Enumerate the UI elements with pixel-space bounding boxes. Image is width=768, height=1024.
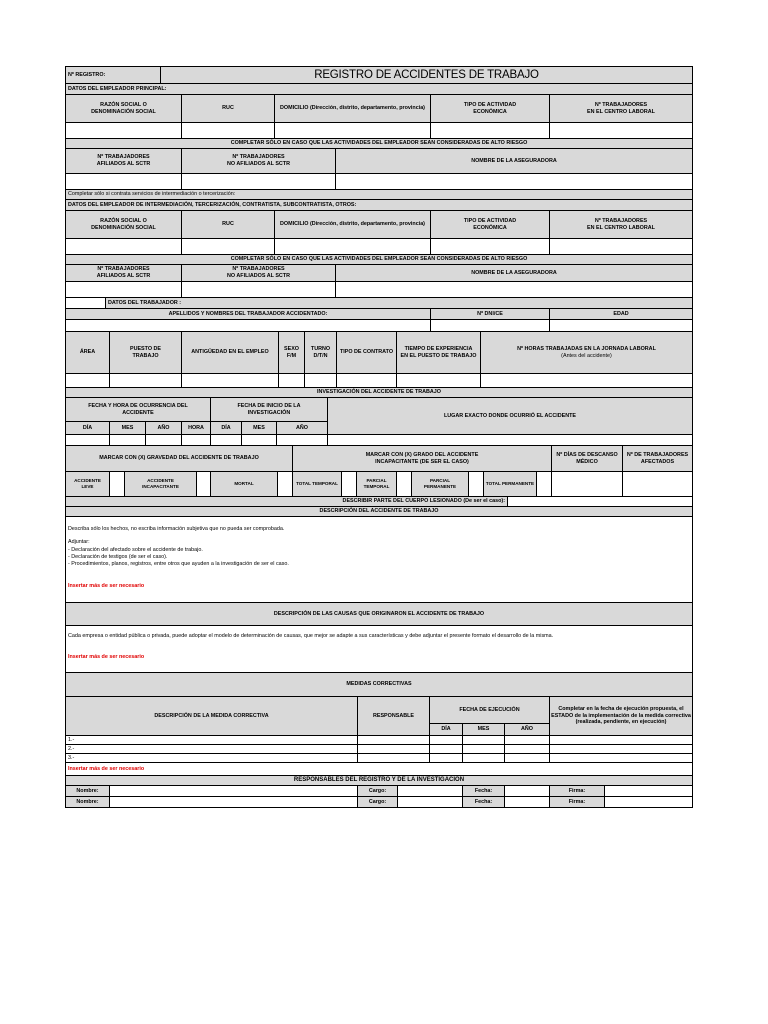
edad-field[interactable] xyxy=(550,320,692,331)
descripcion-section-title: DESCRIPCIÓN DEL ACCIDENTE DE TRABAJO xyxy=(66,507,692,516)
medida-row xyxy=(65,754,693,763)
medida-1-dia[interactable] xyxy=(430,736,463,744)
total-permanente-label: TOTAL PERMANENTE xyxy=(484,472,537,496)
ocurrencia-anio-header: AÑO xyxy=(146,422,182,434)
puesto-header: PUESTO DE TRABAJO xyxy=(110,332,182,373)
descripcion-item: - Procedimientos, planos, registros, entre otros que ayuden a la investigación de ser el caso. xyxy=(68,561,289,568)
gravedad-header-row xyxy=(65,446,693,472)
ocurrencia-anio-field[interactable] xyxy=(146,435,182,445)
causas-section-title: DESCRIPCIÓN DE LAS CAUSAS QUE ORIGINARON EL ACCIDENTE DE TRABAJO xyxy=(66,603,692,625)
intermediacion-aseguradora-header: NOMBRE DE LA ASEGURADORA xyxy=(336,265,692,281)
medida-3-dia[interactable] xyxy=(430,754,463,762)
inicio-mes-header: MES xyxy=(242,422,277,434)
medida-1-estado[interactable] xyxy=(550,736,692,744)
responsable-2-fecha-field[interactable] xyxy=(505,797,550,807)
sexo-field[interactable] xyxy=(279,374,305,387)
page-title: REGISTRO DE ACCIDENTES DE TRABAJO xyxy=(161,67,692,83)
experiencia-header: TIEMPO DE EXPERIENCIA EN EL PUESTO DE TRABAJO xyxy=(397,332,481,373)
intermediacion-trabajadores-header: Nº TRABAJADORES EN EL CENTRO LABORAL xyxy=(550,211,692,238)
empleador-sctr-header-row xyxy=(65,149,693,174)
empleador-trabajadores-header: Nº TRABAJADORES EN EL CENTRO LABORAL xyxy=(550,95,692,122)
inicio-dia-field[interactable] xyxy=(211,435,242,445)
area-header: ÁREA xyxy=(66,332,110,373)
descripcion-item: - Declaración del afectado sobre el accidente de trabajo. xyxy=(68,546,203,553)
responsables-section-title: RESPONSABLES DEL REGISTRO Y DE LA INVESTIGACIÓN xyxy=(66,776,692,785)
trabajador-details-header-row xyxy=(65,332,693,374)
fecha-lugar-input-row xyxy=(65,435,693,446)
medida-1-anio[interactable] xyxy=(505,736,550,744)
incapacitante-checkbox[interactable] xyxy=(197,472,211,496)
empleador-actividad-field[interactable] xyxy=(431,123,550,138)
inicio-dia-header: DÍA xyxy=(211,422,242,434)
apellidos-header: APELLIDOS Y NOMBRES DEL TRABAJADOR ACCIDENTADO: xyxy=(66,309,431,319)
responsable-1-firma-label: Firma: xyxy=(550,786,605,796)
empleador-actividad-header: TIPO DE ACTIVIDAD ECONÓMICA xyxy=(431,95,550,122)
descripcion-adjuntar: Adjuntar: xyxy=(68,539,90,546)
total-permanente-checkbox[interactable] xyxy=(537,472,552,496)
medida-2-dia[interactable] xyxy=(430,745,463,753)
horas-label: Nº HORAS TRABAJADAS EN LA JORNADA LABORAL xyxy=(517,345,656,352)
incapacitante-option-label: ACCIDENTE INCAPACITANTE xyxy=(125,472,197,496)
apellidos-field[interactable] xyxy=(66,320,431,331)
parcial-permanente-label: PARCIAL PERMANENTE xyxy=(412,472,469,496)
ocurrencia-mes-field[interactable] xyxy=(110,435,146,445)
responsable-row xyxy=(65,797,693,808)
area-field[interactable] xyxy=(66,374,110,387)
responsable-1-fecha-label: Fecha: xyxy=(463,786,505,796)
trabajador-section-spacer xyxy=(66,298,106,308)
fecha-inicio-header: FECHA DE INICIO DE LA INVESTIGACIÓN xyxy=(211,398,327,421)
medida-3-estado[interactable] xyxy=(550,754,692,762)
medida-estado-header: Completar en la fecha de ejecución propuesta, el ESTADO de la implementación de la medida correctiva (realizada, pendiente, en ejecución) xyxy=(550,697,692,735)
intermediacion-no-afiliados-field[interactable] xyxy=(182,282,336,297)
fecha-ocurrencia-header: FECHA Y HORA DE OCURRENCIA DEL ACCIDENTE xyxy=(66,398,211,421)
causas-body-row xyxy=(65,626,693,673)
intermediacion-razon-field[interactable] xyxy=(66,239,182,254)
empleador-no-afiliados-field[interactable] xyxy=(182,174,336,189)
leve-option-label: ACCIDENTE LEVE xyxy=(66,472,110,496)
medida-2-responsable[interactable] xyxy=(358,745,430,753)
sexo-header: SEXO F/M xyxy=(279,332,305,373)
medidas-header-block xyxy=(65,697,693,736)
responsable-1-nombre-field[interactable] xyxy=(110,786,358,796)
responsable-2-cargo-label: Cargo: xyxy=(358,797,398,807)
investigacion-section-title: INVESTIGACIÓN DEL ACCIDENTE DE TRABAJO xyxy=(66,388,692,397)
fecha-lugar-block xyxy=(65,398,693,435)
intermediacion-sctr-input-row xyxy=(65,282,693,298)
causas-textarea[interactable] xyxy=(66,626,692,672)
intermediacion-actividad-field[interactable] xyxy=(431,239,550,254)
medidas-insertar-note: Insertar más de ser necesario xyxy=(66,763,692,775)
ocurrencia-dia-field[interactable] xyxy=(66,435,110,445)
medida-responsable-header: RESPONSABLE xyxy=(358,697,430,735)
responsable-1-firma-field[interactable] xyxy=(605,786,692,796)
medida-dia-header: DÍA xyxy=(430,724,463,735)
parte-cuerpo-row xyxy=(65,497,693,507)
trabajador-section-title: DATOS DEL TRABAJADOR : xyxy=(106,298,692,308)
responsable-1-fecha-field[interactable] xyxy=(505,786,550,796)
empleador-header-row xyxy=(65,95,693,123)
empleador-ruc-field[interactable] xyxy=(182,123,275,138)
descripcion-item: - Declaración de testigos (de ser el caso). xyxy=(68,553,168,560)
antiguedad-field[interactable] xyxy=(182,374,279,387)
empleador-ruc-header: RUC xyxy=(182,95,275,122)
intermediacion-trabajadores-field[interactable] xyxy=(550,239,692,254)
medida-1-responsable[interactable] xyxy=(358,736,430,744)
contrato-field[interactable] xyxy=(337,374,397,387)
empleador-afiliados-field[interactable] xyxy=(66,174,182,189)
parcial-temporal-label: PARCIAL TEMPORAL xyxy=(357,472,397,496)
intermediacion-alto-riesgo-title: COMPLETAR SÓLO EN CASO QUE LAS ACTIVIDADES DEL EMPLEADOR SEAN CONSIDERADAS DE ALTO RIESGO xyxy=(66,255,692,264)
total-temporal-label: TOTAL TEMPORAL xyxy=(293,472,342,496)
causas-instruction: Cada empresa o entidad pública o privada, puede adoptar el modelo de determinación de causas, que mejor se adapte a sus características y debe adjuntar el presente formato el desarrollo de la misma. xyxy=(68,633,554,639)
ocurrencia-hora-header: HORA xyxy=(182,422,211,434)
contrato-header: TIPO DE CONTRATO xyxy=(337,332,397,373)
intermediacion-ruc-field[interactable] xyxy=(182,239,275,254)
responsable-1-cargo-label: Cargo: xyxy=(358,786,398,796)
horas-field[interactable] xyxy=(481,374,692,387)
responsable-1-nombre-label: Nombre: xyxy=(66,786,110,796)
responsable-2-nombre-field[interactable] xyxy=(110,797,358,807)
trabajador-details-input-row xyxy=(65,374,693,388)
afectados-field[interactable] xyxy=(623,472,692,496)
empleador-trabajadores-field[interactable] xyxy=(550,123,692,138)
intermediacion-section-title: DATOS DEL EMPLEADOR DE INTERMEDIACIÓN, TERCERIZACIÓN, CONTRATISTA, SUBCONTRATISTA, OTROS: xyxy=(66,200,692,210)
lugar-header: LUGAR EXACTO DONDE OCURRIÓ EL ACCIDENTE xyxy=(328,398,692,434)
horas-header xyxy=(481,332,692,373)
medida-2-anio[interactable] xyxy=(505,745,550,753)
puesto-field[interactable] xyxy=(110,374,182,387)
mortal-option-label: MORTAL xyxy=(211,472,278,496)
edad-header: EDAD xyxy=(550,309,692,319)
responsable-2-firma-field[interactable] xyxy=(605,797,692,807)
descripcion-body-row xyxy=(65,517,693,603)
responsable-1-cargo-field[interactable] xyxy=(398,786,463,796)
intermediacion-no-afiliados-header: Nº TRABAJADORES NO AFILIADOS AL SCTR xyxy=(182,265,336,281)
empleador-section-title: DATOS DEL EMPLEADOR PRINCIPAL: xyxy=(66,84,692,94)
trabajador-input-row xyxy=(65,320,693,332)
empleador-domicilio-field[interactable] xyxy=(275,123,431,138)
inicio-anio-header: AÑO xyxy=(277,422,327,434)
descripcion-instruction: Describa sólo los hechos, no escriba información subjetiva que no pueda ser comprobada. xyxy=(68,526,285,532)
header-row xyxy=(65,66,693,84)
intermediacion-afiliados-field[interactable] xyxy=(66,282,182,297)
medida-3-field[interactable]: 3.- xyxy=(66,754,358,762)
empleador-afiliados-header: Nº TRABAJADORES AFILIADOS AL SCTR xyxy=(66,149,182,173)
mortal-checkbox[interactable] xyxy=(278,472,293,496)
intermediacion-ruc-header: RUC xyxy=(182,211,275,238)
descripcion-insertar-note: Insertar más de ser necesario xyxy=(68,583,145,590)
intermediacion-actividad-header: TIPO DE ACTIVIDAD ECONÓMICA xyxy=(431,211,550,238)
responsable-2-nombre-label: Nombre: xyxy=(66,797,110,807)
intermediacion-aseguradora-field[interactable] xyxy=(336,282,692,297)
fecha-block xyxy=(66,398,328,434)
empleador-alto-riesgo-title: COMPLETAR SÓLO EN CASO QUE LAS ACTIVIDADES DEL EMPLEADOR SEAN CONSIDERADAS DE ALTO RIESGO xyxy=(66,139,692,148)
tercerizacion-note: Completar sólo si contrata servicios de intermediación o tercerización: xyxy=(66,190,692,199)
horas-sublabel: (Antes del accidente) xyxy=(561,352,612,359)
medida-anio-header: AÑO xyxy=(505,724,549,735)
descanso-header: Nº DÍAS DE DESCANSO MÉDICO xyxy=(552,446,623,471)
medida-1-mes[interactable] xyxy=(463,736,505,744)
medida-2-field[interactable]: 2.- xyxy=(66,745,358,753)
medida-2-mes[interactable] xyxy=(463,745,505,753)
intermediacion-razon-header: RAZÓN SOCIAL O DENOMINACIÓN SOCIAL xyxy=(66,211,182,238)
grado-header: MARCAR CON (X) GRADO DEL ACCIDENTE INCAPACITANTE (DE SER EL CASO) xyxy=(293,446,552,471)
empleador-razon-field[interactable] xyxy=(66,123,182,138)
parte-cuerpo-field[interactable] xyxy=(508,497,692,506)
empleador-no-afiliados-header: Nº TRABAJADORES NO AFILIADOS AL SCTR xyxy=(182,149,336,173)
dni-field[interactable] xyxy=(431,320,550,331)
turno-field[interactable] xyxy=(305,374,337,387)
empleador-aseguradora-field[interactable] xyxy=(336,174,692,189)
intermediacion-input-row xyxy=(65,239,693,255)
intermediacion-domicilio-header: DOMICILIO (Dirección, distrito, departamento, provincia) xyxy=(275,211,431,238)
medida-row xyxy=(65,736,693,745)
registro-label: Nº REGISTRO: xyxy=(66,67,161,83)
ocurrencia-dia-header: DÍA xyxy=(66,422,110,434)
empleador-razon-header: RAZÓN SOCIAL O DENOMINACIÓN SOCIAL xyxy=(66,95,182,122)
intermediacion-domicilio-field[interactable] xyxy=(275,239,431,254)
medida-descripcion-header: DESCRIPCIÓN DE LA MEDIDA CORRECTIVA xyxy=(66,697,358,735)
turno-header: TURNO D/T/N xyxy=(305,332,337,373)
medida-fecha-block xyxy=(430,697,550,735)
medidas-section-title: MEDIDAS CORRECTIVAS xyxy=(66,673,692,696)
ocurrencia-mes-header: MES xyxy=(110,422,146,434)
parcial-permanente-checkbox[interactable] xyxy=(469,472,484,496)
medida-2-estado[interactable] xyxy=(550,745,692,753)
intermediacion-header-row xyxy=(65,211,693,239)
ocurrencia-hora-field[interactable] xyxy=(182,435,211,445)
intermediacion-sctr-header-row xyxy=(65,265,693,282)
medida-fecha-header: FECHA DE EJECUCIÓN xyxy=(430,697,549,724)
afectados-header: Nº DE TRABAJADORES AFECTADOS xyxy=(623,446,692,471)
dni-header: Nº DNI/CE xyxy=(431,309,550,319)
inicio-mes-field[interactable] xyxy=(242,435,277,445)
medida-1-field[interactable]: 1.- xyxy=(66,736,358,744)
medida-3-anio[interactable] xyxy=(505,754,550,762)
antiguedad-header: ANTIGÜEDAD EN EL EMPLEO xyxy=(182,332,279,373)
experiencia-field[interactable] xyxy=(397,374,481,387)
intermediacion-afiliados-header: Nº TRABAJADORES AFILIADOS AL SCTR xyxy=(66,265,182,281)
trabajador-header-row xyxy=(65,309,693,320)
lugar-field[interactable] xyxy=(328,435,692,445)
empleador-aseguradora-header: NOMBRE DE LA ASEGURADORA xyxy=(336,149,692,173)
medida-mes-header: MES xyxy=(463,724,505,735)
empleador-domicilio-header: DOMICILIO (Dirección, distrito, departamento, provincia) xyxy=(275,95,431,122)
accident-registry-form xyxy=(65,66,693,808)
total-temporal-checkbox[interactable] xyxy=(342,472,357,496)
inicio-anio-field[interactable] xyxy=(277,435,328,445)
responsable-row xyxy=(65,786,693,797)
medida-row xyxy=(65,745,693,754)
parte-cuerpo-label: DESCRIBIR PARTE DEL CUERPO LESIONADO (De ser el caso): xyxy=(66,497,508,506)
descanso-field[interactable] xyxy=(552,472,623,496)
trabajador-section-row xyxy=(65,298,693,309)
empleador-sctr-input-row xyxy=(65,174,693,190)
responsable-2-fecha-label: Fecha: xyxy=(463,797,505,807)
medida-3-responsable[interactable] xyxy=(358,754,430,762)
parcial-temporal-checkbox[interactable] xyxy=(397,472,412,496)
medida-3-mes[interactable] xyxy=(463,754,505,762)
descripcion-textarea[interactable] xyxy=(66,517,692,602)
responsable-2-firma-label: Firma: xyxy=(550,797,605,807)
gravedad-options-row xyxy=(65,472,693,497)
gravedad-header: MARCAR CON (X) GRAVEDAD DEL ACCIDENTE DE TRABAJO xyxy=(66,446,293,471)
empleador-input-row xyxy=(65,123,693,139)
causas-insertar-note: Insertar más de ser necesario xyxy=(68,654,145,661)
leve-checkbox[interactable] xyxy=(110,472,125,496)
responsable-2-cargo-field[interactable] xyxy=(398,797,463,807)
